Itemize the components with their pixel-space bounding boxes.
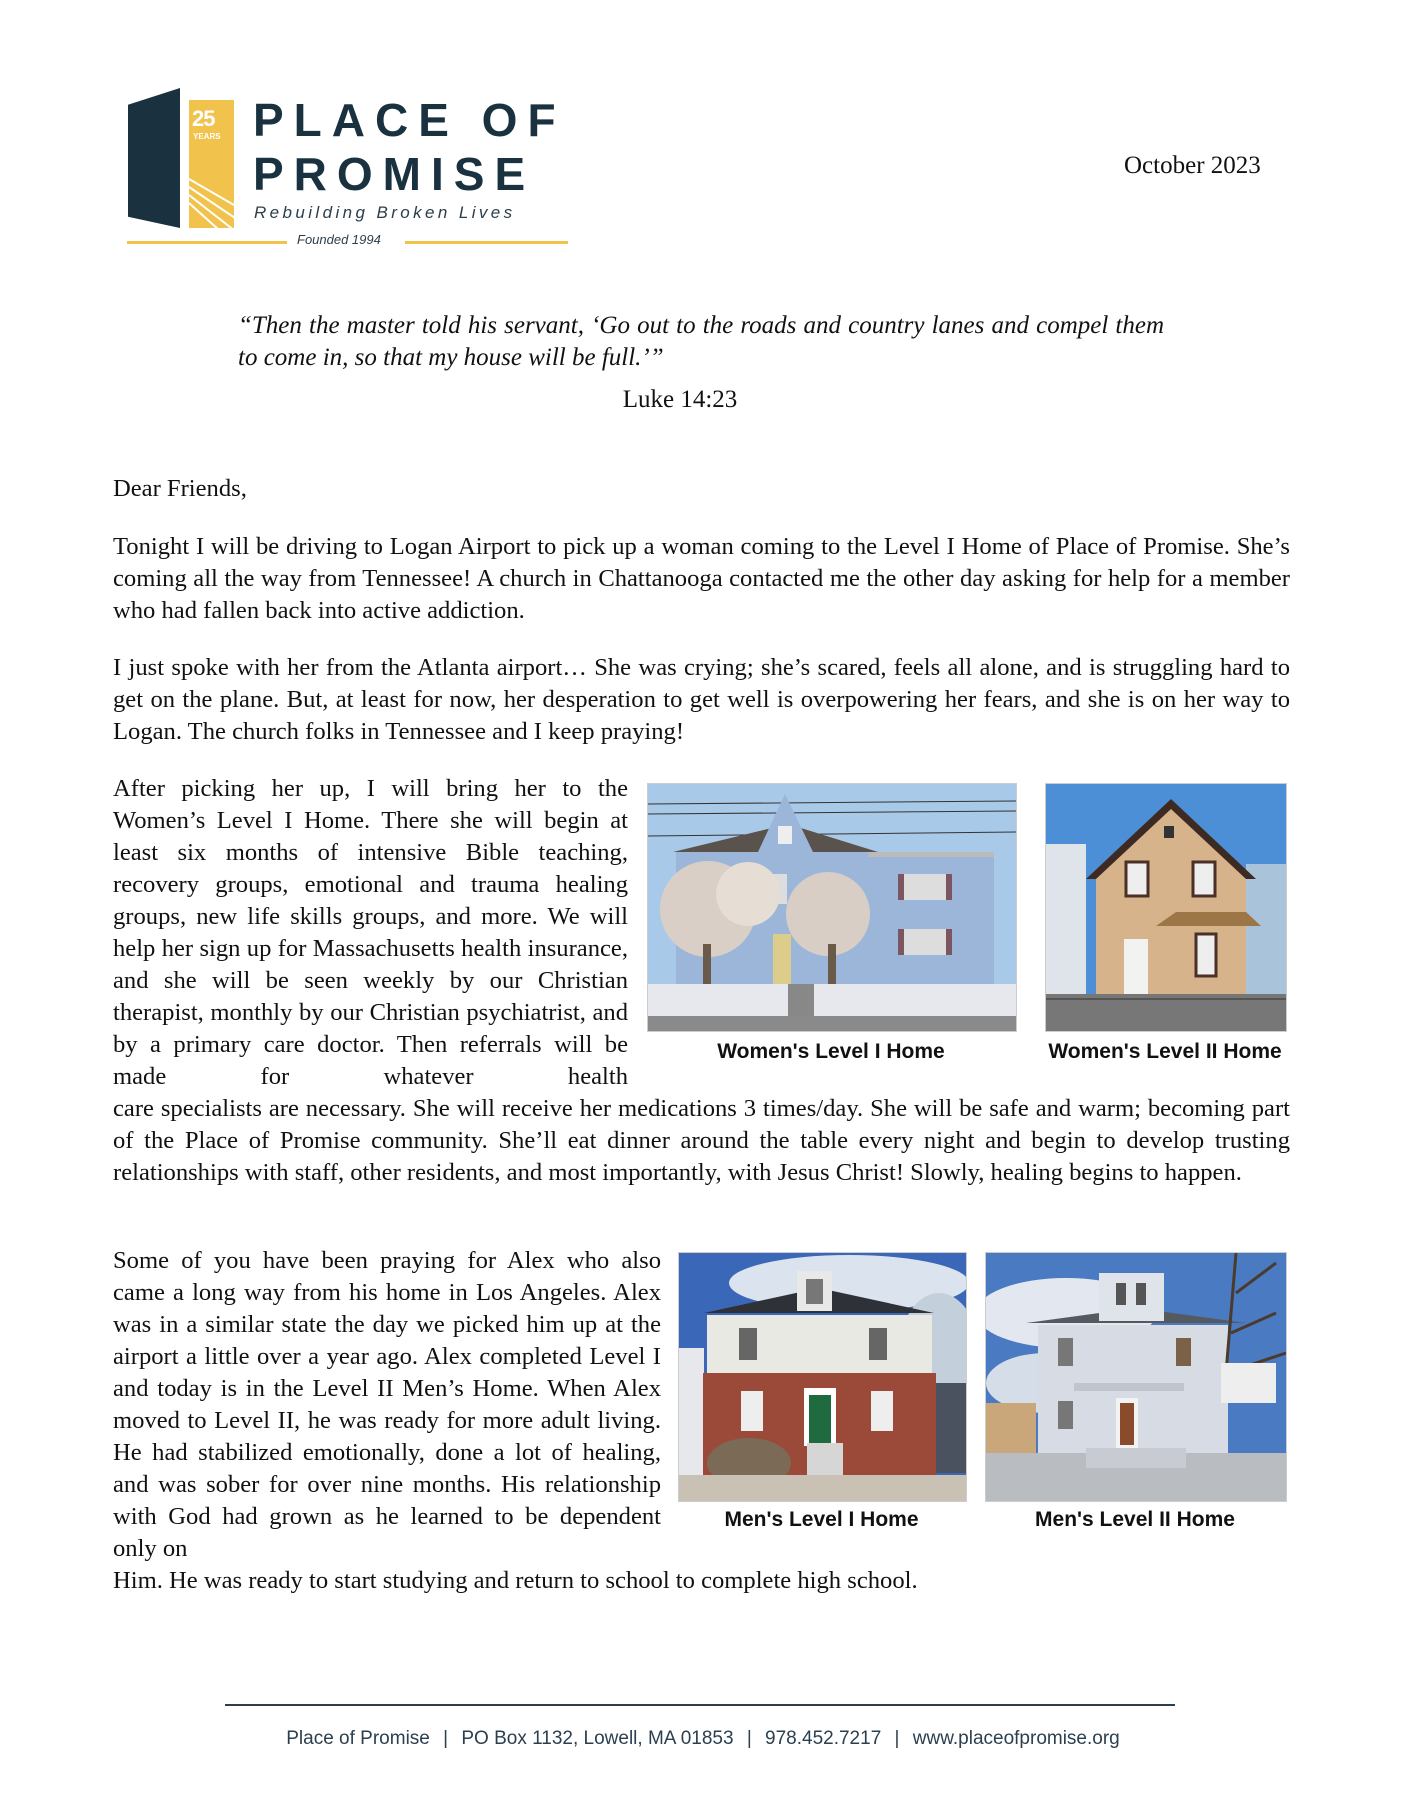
door-icon: [128, 88, 180, 228]
logo-tagline: Rebuilding Broken Lives: [254, 203, 516, 222]
footer-contact: [0, 1728, 1406, 1750]
footer-separator: |: [443, 1728, 449, 1749]
logo-rule-right: [405, 241, 568, 244]
caption-mens-level-1-home: Men's Level I Home: [724, 1508, 919, 1531]
paragraph-3-wrapped: After picking her up, I will bring her to the Women’s Level I Home. There she will begin at least six months of intensive Bible teaching, recovery groups, emotional and trauma healing groups, new life skills groups, and more. We will help her sign up for Massachusetts health insurance, and she will be seen weekly by our Christian therapist, monthly by our Christian psychiatrist, and by a primary care doctor. Then referrals will be made for whatever health: [113, 775, 628, 1090]
logo-rule-left: [127, 241, 287, 244]
logo-founded: Founded 1994: [297, 232, 381, 247]
photo-mens-level-1-home: [678, 1252, 967, 1502]
footer-separator: |: [746, 1728, 752, 1749]
logo-name-line1: PLACE OF: [253, 94, 566, 146]
logo-name-line2: PROMISE: [253, 148, 536, 200]
anniversary-badge: [189, 100, 234, 228]
salutation: Dear Friends,: [113, 475, 247, 502]
photo-mens-level-2-home: [985, 1252, 1287, 1502]
footer-org: Place of Promise: [286, 1728, 430, 1749]
scripture-quote: “Then the master told his servant, ‘Go out to the roads and country lanes and compel them to come in, so that my house will be full.’”: [238, 312, 1164, 371]
photo-womens-level-1-home: [647, 783, 1017, 1032]
caption-mens-level-2-home: Men's Level II Home: [1035, 1508, 1235, 1531]
photo-womens-level-2-home: [1045, 783, 1287, 1032]
paragraph-4-wrapped: Some of you have been praying for Alex who also came a long way from his home in Los Angeles. Alex was in a similar state the day we picked him up at the airport a little over a year ago. Alex completed Level I and today is in the Level II Men’s Home. When Alex moved to Level II, he was ready for more adult living. He had stabilized emotionally, done a lot of healing, and was sober for over nine months. His relationship with God had grown as he learned to be dependent only on: [113, 1247, 661, 1562]
caption-womens-level-2-home: Women's Level II Home: [1048, 1040, 1282, 1063]
paragraph-1: Tonight I will be driving to Logan Airport to pick up a woman coming to the Level I Home of Place of Promise. She’s coming all the way from Tennessee! A church in Chattanooga contacted me the other day asking for help for a member who had fallen back into active addiction.: [113, 533, 1290, 624]
letter-date: October 2023: [1124, 152, 1261, 179]
footer-website-link[interactable]: www.placeofpromise.org: [912, 1728, 1120, 1749]
footer-divider: [225, 1704, 1175, 1706]
paragraph-4-continued: Him. He was ready to start studying and return to school to complete high school.: [113, 1567, 918, 1594]
paragraph-3-continued: care specialists are necessary. She will receive her medications 3 times/day. She will be safe and warm; becoming part of the Place of Promise community. She’ll eat dinner around the table every night and begin to develop trusting relationships with staff, other residents, and most importantly, with Jesus Christ! Slowly, healing begins to happen.: [113, 1095, 1290, 1186]
badge-number: 25: [192, 106, 215, 131]
caption-womens-level-1-home: Women's Level I Home: [717, 1040, 945, 1063]
badge-label: YEARS: [193, 132, 221, 141]
footer-separator: |: [894, 1728, 900, 1749]
scripture-reference: Luke 14:23: [622, 386, 738, 413]
footer-phone: 978.452.7217: [765, 1728, 882, 1749]
paragraph-2: I just spoke with her from the Atlanta airport… She was crying; she’s scared, feels all alone, and is struggling hard to get on the plane. But, at least for now, her desperation to get well is overpowering her fears, and she is on her way to Logan. The church folks in Tennessee and I keep praying!: [113, 654, 1290, 745]
place-of-promise-logo: [125, 85, 570, 255]
footer-address: PO Box 1132, Lowell, MA 01853: [461, 1728, 734, 1749]
